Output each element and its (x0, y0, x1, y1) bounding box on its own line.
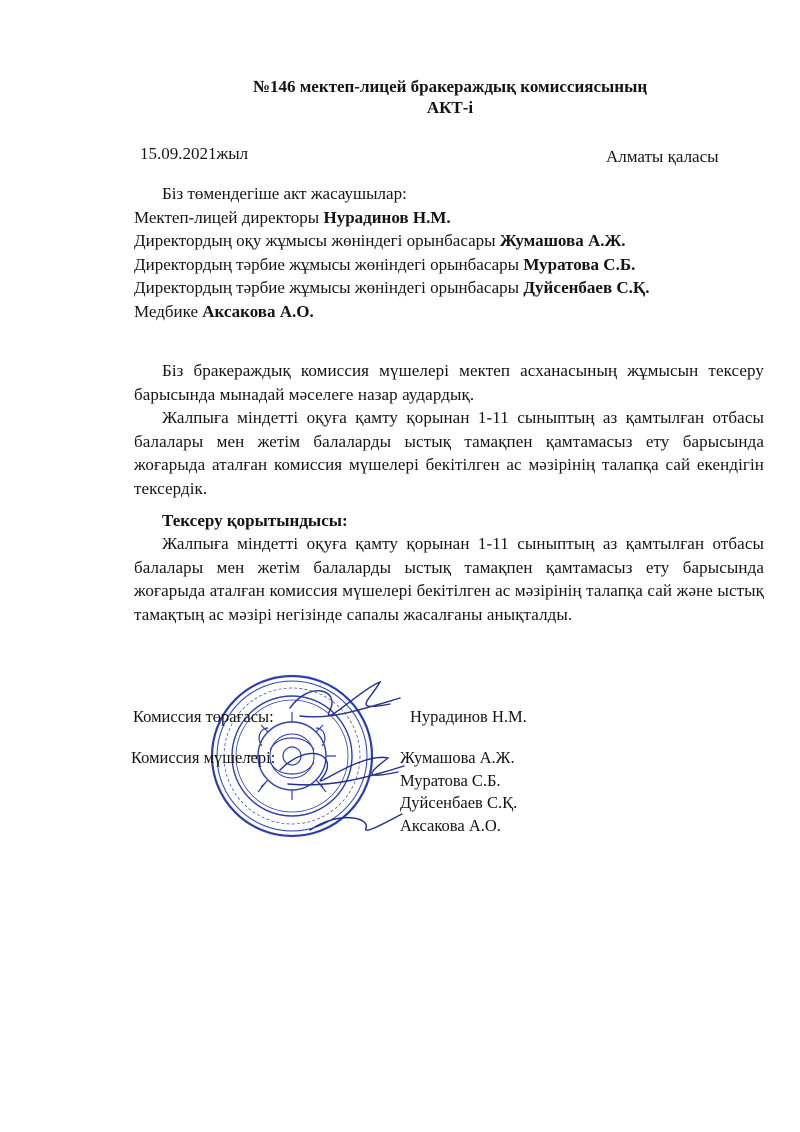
member-name: Муратова С.Б. (523, 254, 636, 274)
member-signatures (400, 747, 517, 837)
member-line (134, 206, 650, 230)
member-role: Директордың тәрбие жұмысы жөніндегі орынбасары (134, 278, 524, 297)
members-list (134, 182, 650, 323)
member-line (134, 229, 650, 253)
member-role: Медбике (134, 301, 203, 321)
paragraph-inspection: Біз бракераждық комиссия мүшелері мектеп асханасының жұмысын тексеру барысында мынадай мәселеге назар аудардық. (134, 361, 764, 404)
member-role: Директордың оқу жұмысы жөніндегі орынбасары (134, 231, 500, 250)
member-role: Директордың тәрбие жұмысы жөніндегі орынбасары (134, 254, 524, 274)
member-signature-name: Дуйсенбаев С.Қ. (400, 793, 518, 812)
member-name: Дуйсенбаев С.Қ. (523, 278, 650, 297)
member-name: Аксакова А.О. (202, 301, 314, 321)
member-line (134, 300, 650, 324)
paragraph-result: Жалпыға міндетті оқуға қамту қорынан 1-11 сыныптың аз қамтылған отбасы балалары мен жетім балаларды ыстық тамақпен қамтамасыз ету барысында жоғарыда аталған комиссия мүшелері бекітілген ас мәзірінің талапқа сай және ыстық тамақтың ас мәзірі негізінде сапалы жасалғаны анықталды. (134, 534, 764, 624)
member-name: Жумашова А.Ж. (499, 231, 626, 250)
member-signature-name: Аксакова А.О. (400, 815, 501, 835)
paragraph-check: Жалпыға міндетті оқуға қамту қорынан 1-11 сыныптың аз қамтылған отбасы балалары мен жетім балаларды ыстық тамақпен қамтамасыз ету барысында жоғарыда аталған комиссия мүшелері бекітілген ас мәзірінің талапқа сай екендігін тексердік. (134, 408, 764, 498)
document-title: №146 мектеп-лицей бракераждық комиссиясының (252, 77, 648, 96)
document-date: 15.09.2021жыл (140, 144, 249, 163)
member-name: Нурадинов Н.М. (323, 207, 451, 227)
handwritten-signatures (270, 660, 410, 850)
result-heading: Тексеру қорытындысы: (162, 511, 348, 530)
document-city: Алматы қаласы (606, 147, 719, 166)
member-line (134, 253, 650, 277)
member-role: Мектеп-лицей директоры (134, 207, 324, 227)
member-signature-name: Жумашова А.Ж. (400, 748, 515, 767)
member-signature-name: Муратова С.Б. (400, 770, 501, 790)
members-intro: Біз төмендегіше акт жасаушылар: (162, 184, 407, 203)
members-label: Комиссия мүшелері: (131, 748, 276, 767)
member-line (134, 276, 650, 300)
chair-label: Комиссия төрағасы: (133, 707, 274, 726)
chair-name: Нурадинов Н.М. (410, 707, 527, 726)
document-subtitle: АКТ-і (426, 98, 474, 117)
